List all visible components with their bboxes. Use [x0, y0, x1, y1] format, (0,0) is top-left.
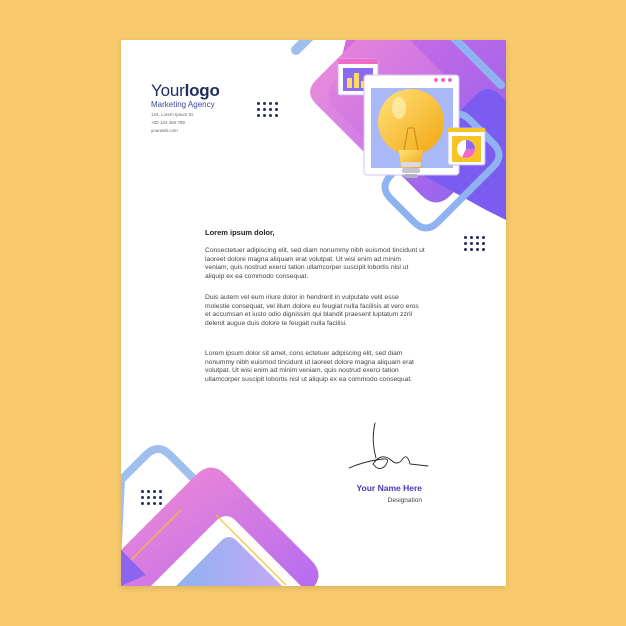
- letter-paragraph-3: Lorem ipsum dolor sit amet, cons ectetuer adipiscing elit, sed diam nonummy nibh euismod tincidunt ut laoreet dolore magna aliquam erat volutpat. Ut wisi enim ad minim veniam, quis nostrud exerci tation ullamcorper suscipit lobortis nisl ut aliquip ex ea commodo consequat.: [205, 350, 414, 384]
- dot-grid-bottom: [141, 490, 162, 505]
- logo-bold: logo: [184, 81, 220, 100]
- letter-paragraph-2: Duis autem vel eum iriure dolor in hendrerit in vulputate velit esse molestie consequat, vel illum dolore eu feugiat nulla facilisis at vero eros et accumsan et iusto odio dignissim qui blandit praesent luptatum zzril delenit augue duis dolore te feugait nulla facilisi.: [205, 294, 419, 328]
- dot-grid-right: [464, 236, 485, 251]
- logo-regular: Your: [151, 81, 185, 100]
- address: 123, Lorem Ipsum St.: [151, 112, 195, 117]
- phone: +00 123 456 789: [151, 120, 185, 125]
- logo: [151, 81, 220, 101]
- signatory-name: Your Name Here: [356, 483, 422, 493]
- letter-greeting: Lorem ipsum dolor,: [205, 228, 275, 237]
- website: yourweb.com: [151, 128, 178, 133]
- letterhead-page: [121, 40, 506, 586]
- signature-icon: [349, 423, 428, 469]
- dot-grid-header: [257, 102, 278, 117]
- signatory-designation: Designation: [387, 497, 422, 504]
- letter-paragraph-1: Consectetuer adipiscing elit, sed diam nonummy nibh euismod tincidunt ut laoreet dolore magna aliquam erat volutpat. Ut wisi enim ad minim veniam, quis nostrud exerci tation ullamcorper suscipit lobortis nisl ut aliquip ex ea commodo consequat.: [205, 247, 425, 281]
- bottom-left-shapes: [121, 449, 319, 586]
- pie-chart-icon: [457, 140, 475, 158]
- pie-chart-window: [448, 128, 485, 165]
- agency-name: Marketing Agency: [151, 100, 215, 109]
